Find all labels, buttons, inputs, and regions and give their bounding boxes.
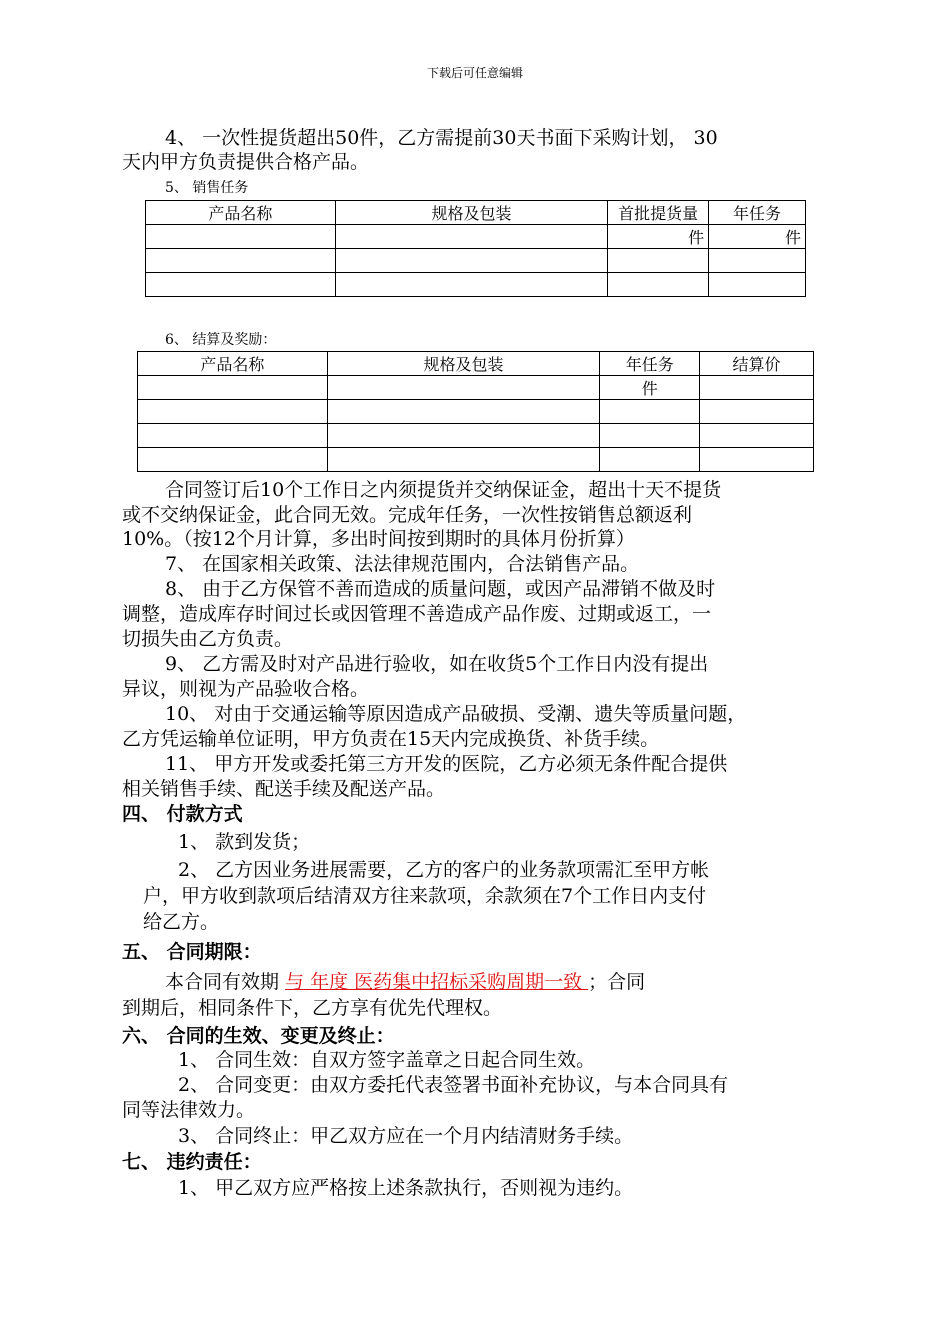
table-cell [608, 249, 709, 273]
table-cell [335, 225, 608, 249]
section-5-heading: 五、 合同期限： [122, 941, 262, 963]
table-cell [138, 448, 328, 472]
section-6-item3: 3、 合同终止：甲乙双方应在一个月内结清财务手续。 [178, 1125, 634, 1147]
section-7-item1: 1、 甲乙双方应严格按上述条款执行，否则视为违约。 [178, 1177, 634, 1199]
table-cell [327, 376, 600, 400]
table-cell [608, 273, 709, 297]
table1-header-annual: 年任务 [709, 201, 806, 225]
table2-header-annual: 年任务 [600, 352, 700, 376]
table-cell [709, 249, 806, 273]
clause-11-line2: 相关销售手续、配送手续及配送产品。 [122, 778, 446, 800]
table-cell [146, 249, 336, 273]
clause-8-line3: 切损失由乙方负责。 [122, 628, 294, 650]
table-cell [700, 424, 814, 448]
table-cell [146, 273, 336, 297]
section-4-heading: 四、 付款方式 [122, 803, 243, 825]
table1-header-spec: 规格及包装 [335, 201, 608, 225]
table-cell [700, 448, 814, 472]
table1-unit-first-batch: 件 [608, 225, 709, 249]
table-cell [600, 424, 700, 448]
clause-11-line1: 11、 甲方开发或委托第三方开发的医院，乙方必须无条件配合提供 [165, 753, 728, 775]
table2-unit-annual: 件 [600, 376, 700, 400]
table-cell [327, 400, 600, 424]
table-cell [335, 249, 608, 273]
term-period-highlight: 与 年度 医药集中招标采购周期一致 [285, 971, 589, 993]
section-4-item2-line3: 给乙方。 [143, 911, 220, 933]
table1-header-name: 产品名称 [146, 201, 336, 225]
section-6-item2-line2: 同等法律效力。 [122, 1099, 256, 1121]
table-cell [138, 400, 328, 424]
page-header: 下载后可任意编辑 [426, 66, 523, 80]
clause-10-line1: 10、 对由于交通运输等原因造成产品破损、受潮、遗失等质量问题， [165, 703, 747, 725]
term-suffix: ；合同 [588, 971, 646, 993]
clause-9-line2: 异议，则视为产品验收合格。 [122, 678, 370, 700]
sales-task-table [145, 200, 806, 297]
section-7-heading: 七、 违约责任： [122, 1151, 262, 1173]
clause-8-line1: 8、 由于乙方保管不善而造成的质量问题，或因产品滞销不做及时 [165, 578, 716, 600]
section-6-item1: 1、 合同生效：自双方签字盖章之日起合同生效。 [178, 1049, 596, 1071]
section-4-item2-line2: 户，甲方收到款项后结清双方往来款项，余款须在7个工作日内支付 [143, 885, 707, 907]
table1-unit-annual: 件 [709, 225, 806, 249]
table-cell [700, 400, 814, 424]
table-cell [600, 400, 700, 424]
section-5-line1 [165, 970, 645, 994]
table2-header-price: 结算价 [700, 352, 814, 376]
clause-10-line2: 乙方凭运输单位证明，甲方负责在15天内完成换货、补货手续。 [122, 728, 660, 750]
clause-4-line1: 4、 一次性提货超出50件，乙方需提前30天书面下采购计划， 30 [165, 127, 718, 149]
paragraph-line: 或不交纳保证金，此合同无效。完成年任务，一次性按销售总额返利 [122, 504, 693, 526]
table-cell [146, 225, 336, 249]
table-cell [709, 273, 806, 297]
table-cell [335, 273, 608, 297]
clause-9-line1: 9、 乙方需及时对产品进行验收，如在收货5个工作日内没有提出 [165, 653, 709, 675]
table1-header-first-batch: 首批提货量 [608, 201, 709, 225]
clause-6-title: 6、 结算及奖励： [165, 332, 277, 348]
section-5-line2: 到期后，相同条件下，乙方享有优先代理权。 [122, 997, 503, 1019]
clause-5-title: 5、 销售任务 [165, 180, 249, 196]
settlement-table [137, 351, 814, 472]
paragraph-line: 10%。（按12个月计算，多出时间按到期时的具体月份折算） [122, 528, 635, 550]
paragraph-line: 合同签订后10个工作日之内须提货并交纳保证金，超出十天不提货 [165, 479, 722, 501]
term-prefix: 本合同有效期 [165, 971, 286, 993]
table-cell [600, 448, 700, 472]
clause-8-line2: 调整，造成库存时间过长或因管理不善造成产品作废、过期或返工，一 [122, 603, 712, 625]
section-4-item1: 1、 款到发货； [178, 831, 311, 853]
table-cell [138, 424, 328, 448]
table-cell [327, 448, 600, 472]
table-cell [327, 424, 600, 448]
table2-header-name: 产品名称 [138, 352, 328, 376]
section-6-item2-line1: 2、 合同变更：由双方委托代表签署书面补充协议，与本合同具有 [178, 1074, 729, 1096]
table2-header-spec: 规格及包装 [327, 352, 600, 376]
table-cell [138, 376, 328, 400]
table-cell [700, 376, 814, 400]
section-4-item2-line1: 2、 乙方因业务进展需要，乙方的客户的业务款项需汇至甲方帐 [178, 859, 710, 881]
clause-4-line2: 天内甲方负责提供合格产品。 [122, 151, 370, 173]
section-6-heading: 六、 合同的生效、变更及终止： [122, 1025, 395, 1047]
clause-7: 7、 在国家相关政策、法法律规范围内，合法销售产品。 [165, 553, 640, 575]
